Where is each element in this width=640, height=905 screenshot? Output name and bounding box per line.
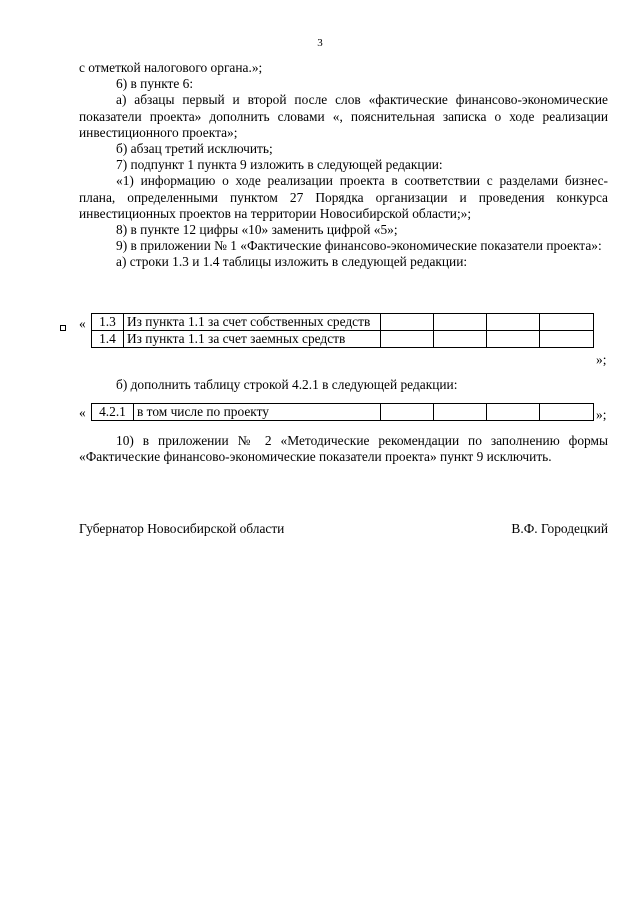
paragraph-item-6a: а) абзацы первый и второй после слов «фактические финансово-экономические показатели проекта» дополнить словами «, пояснительная записка о ходе реализации инвестиционного проекта»;	[79, 92, 608, 140]
empty-cell	[381, 331, 434, 348]
paragraph-item-7-quote: «1) информацию о ходе реализации проекта в соответствии с разделами бизнес-плана, определенными пунктом 27 Порядка организации и проведения конкурса инвестиционных проектов на территории Новосибирской области;»;	[79, 173, 608, 221]
empty-cell	[487, 314, 540, 331]
table-marker	[60, 325, 66, 331]
row-number: 4.2.1	[92, 404, 134, 421]
paragraph-item-8: 8) в пункте 12 цифры «10» заменить цифрой «5»;	[116, 222, 398, 238]
signature-name: В.Ф. Городецкий	[511, 521, 608, 536]
empty-cell	[381, 314, 434, 331]
empty-cell	[487, 331, 540, 348]
paragraph-item-10: 10) в приложении № 2 «Методические рекомендации по заполнению формы «Фактические финансово-экономические показатели проекта» пункт 9 исключить.	[79, 433, 608, 465]
paragraph-item-9a: а) строки 1.3 и 1.4 таблицы изложить в следующей редакции:	[116, 254, 468, 270]
row-text: в том числе по проекту	[133, 404, 380, 421]
signature-position: Губернатор Новосибирской области	[79, 521, 285, 536]
document-body	[79, 60, 608, 271]
empty-cell	[434, 314, 487, 331]
empty-cell	[434, 404, 487, 421]
table-row	[92, 314, 594, 331]
amendment-table-row-4-2-1	[91, 403, 594, 421]
row-text: Из пункта 1.1 за счет заемных средств	[123, 331, 381, 348]
paragraph-item-6: 6) в пункте 6:	[116, 76, 194, 92]
empty-cell	[381, 404, 434, 421]
paragraph-tax-mark: с отметкой налогового органа.»;	[79, 60, 263, 75]
paragraph-item-9b: б) дополнить таблицу строкой 4.2.1 в следующей редакции:	[116, 377, 458, 392]
table-row	[92, 404, 594, 421]
table2-open-quote: «	[79, 405, 86, 420]
empty-cell	[540, 314, 594, 331]
amendment-table-rows-1-3-1-4	[91, 313, 594, 348]
table1-close-quote: »;	[596, 352, 607, 367]
row-number: 1.3	[92, 314, 124, 331]
table-row	[92, 331, 594, 348]
empty-cell	[434, 331, 487, 348]
page-number: 3	[317, 37, 323, 49]
empty-cell	[487, 404, 540, 421]
empty-cell	[540, 331, 594, 348]
paragraph-item-7: 7) подпункт 1 пункта 9 изложить в следующей редакции:	[116, 157, 443, 173]
row-number: 1.4	[92, 331, 124, 348]
table2-close-quote: »;	[596, 407, 607, 422]
table1-open-quote: «	[79, 316, 86, 331]
paragraph-item-6b: б) абзац третий исключить;	[116, 141, 273, 157]
row-text: Из пункта 1.1 за счет собственных средств	[123, 314, 381, 331]
paragraph-item-9: 9) в приложении № 1 «Фактические финансово-экономические показатели проекта»:	[116, 238, 602, 254]
empty-cell	[540, 404, 594, 421]
